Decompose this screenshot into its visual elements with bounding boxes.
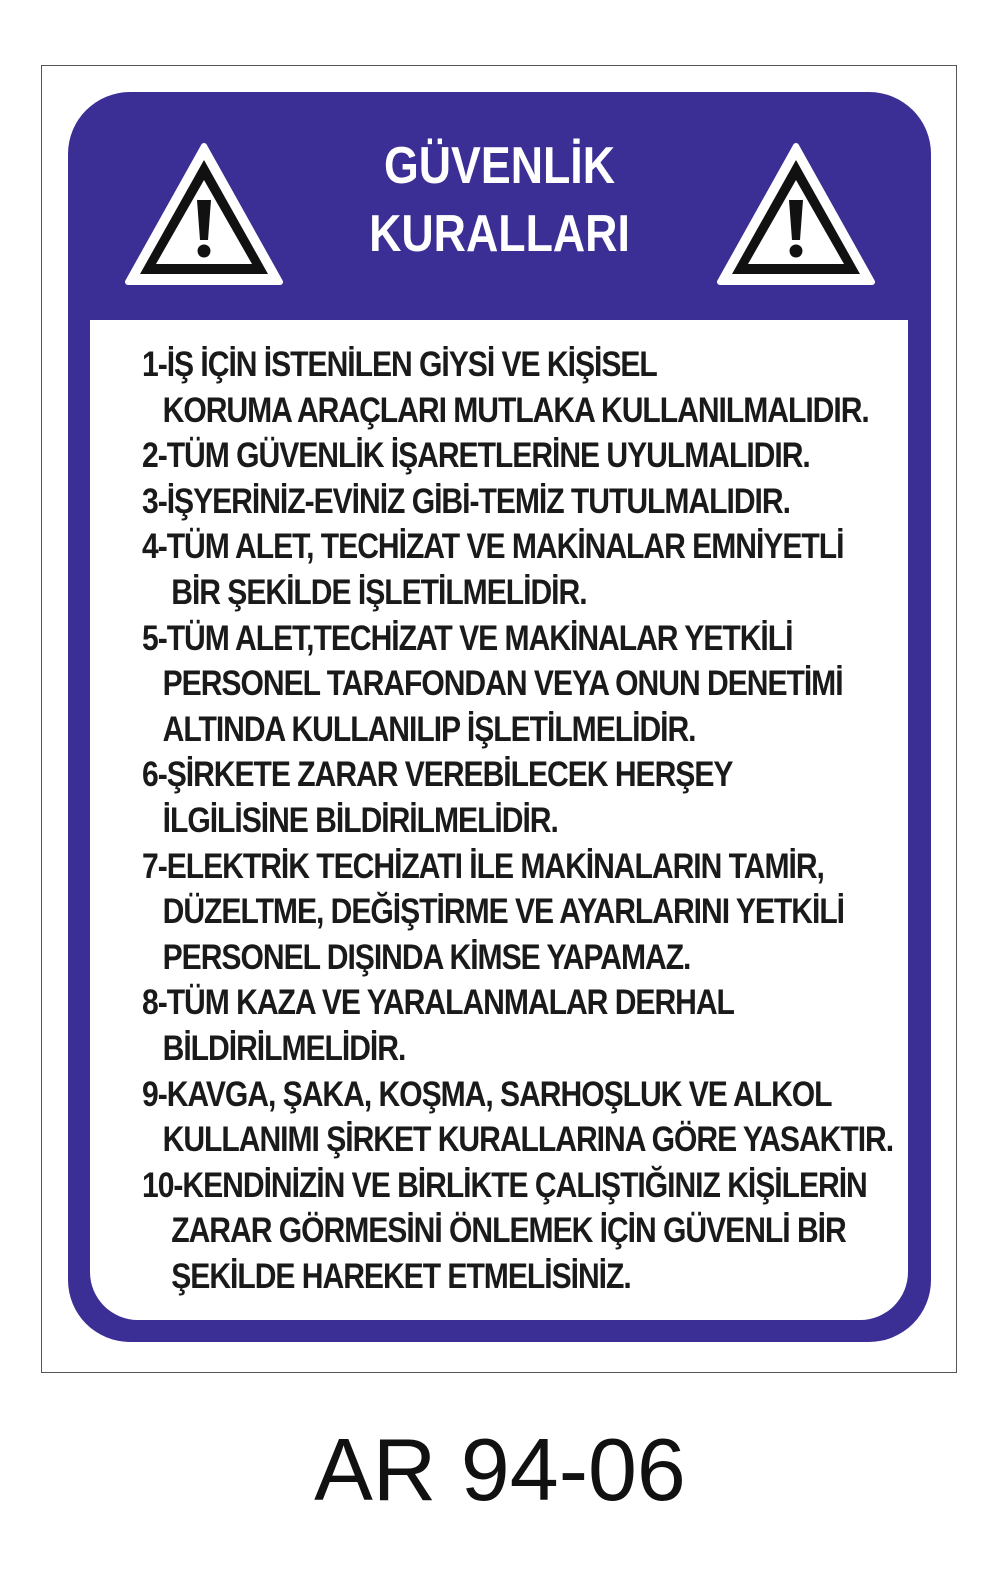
rule-line: 6-ŞİRKETE ZARAR VEREBİLECEK HERŞEY xyxy=(142,755,733,795)
rule-line: 3-İŞYERİNİZ-EVİNİZ GİBİ-TEMİZ TUTULMALIDIR. xyxy=(142,481,790,521)
warning-triangle-icon xyxy=(122,140,286,290)
sign-header xyxy=(68,92,931,322)
rule-line: DÜZELTME, DEĞİŞTİRME VE AYARLARINI YETKİLİ xyxy=(162,892,845,932)
rule-item xyxy=(142,524,902,615)
rule-item xyxy=(142,342,902,433)
rule-line: 10-KENDİNİZİN VE BİRLİKTE ÇALIŞTIĞINIZ KİŞİLERİN xyxy=(142,1165,867,1205)
title-line-1: GÜVENLİK xyxy=(383,137,616,195)
rule-line: ZARAR GÖRMESİNİ ÖNLEMEK İÇİN GÜVENLİ BİR xyxy=(171,1211,846,1251)
rule-item xyxy=(142,980,902,1071)
rules-panel xyxy=(90,320,908,1320)
rule-line: 7-ELEKTRİK TECHİZATI İLE MAKİNALARIN TAMİR, xyxy=(142,846,824,886)
rules-list xyxy=(142,342,902,1299)
rule-line: ŞEKİLDE HAREKET ETMELİSİNİZ. xyxy=(171,1256,631,1296)
rule-item xyxy=(142,1072,902,1163)
rule-item xyxy=(142,844,902,981)
title-line-2: KURALLARI xyxy=(369,205,630,263)
product-code: AR 94-06 xyxy=(314,1420,686,1519)
rule-line: BİR ŞEKİLDE İŞLETİLMELİDİR. xyxy=(171,572,587,612)
rule-line: BİLDİRİLMELİDİR. xyxy=(162,1028,406,1068)
rule-line: 5-TÜM ALET,TECHİZAT VE MAKİNALAR YETKİLİ xyxy=(142,618,793,658)
warning-triangle-icon xyxy=(714,140,878,290)
rule-line: 8-TÜM KAZA VE YARALANMALAR DERHAL xyxy=(142,983,734,1023)
sign-title xyxy=(300,132,698,268)
rule-line: İLGİLİSİNE BİLDİRİLMELİDİR. xyxy=(162,800,558,840)
rule-line: 4-TÜM ALET, TECHİZAT VE MAKİNALAR EMNİYETLİ xyxy=(142,527,844,567)
rule-item xyxy=(142,1163,902,1300)
rule-line: PERSONEL TARAFONDAN VEYA ONUN DENETİMİ xyxy=(162,664,843,704)
rule-line: 1-İŞ İÇİN İSTENİLEN GİYSİ VE KİŞİSEL xyxy=(142,345,657,384)
rule-line: KULLANIMI ŞİRKET KURALLARINA GÖRE YASAKTIR. xyxy=(162,1120,894,1160)
safety-sign xyxy=(68,92,931,1342)
rule-line: 9-KAVGA, ŞAKA, KOŞMA, SARHOŞLUK VE ALKOL xyxy=(142,1074,832,1114)
rule-line: 2-TÜM GÜVENLİK İŞARETLERİNE UYULMALIDIR. xyxy=(142,436,810,476)
rule-line: PERSONEL DIŞINDA KİMSE YAPAMAZ. xyxy=(162,937,691,977)
rule-item xyxy=(142,752,902,843)
rule-item xyxy=(142,616,902,753)
rule-item xyxy=(142,479,902,525)
rule-line: ALTINDA KULLANILIP İŞLETİLMELİDİR. xyxy=(162,709,696,749)
rule-line: KORUMA ARAÇLARI MUTLAKA KULLANILMALIDIR. xyxy=(162,390,869,430)
rule-item xyxy=(142,433,902,479)
